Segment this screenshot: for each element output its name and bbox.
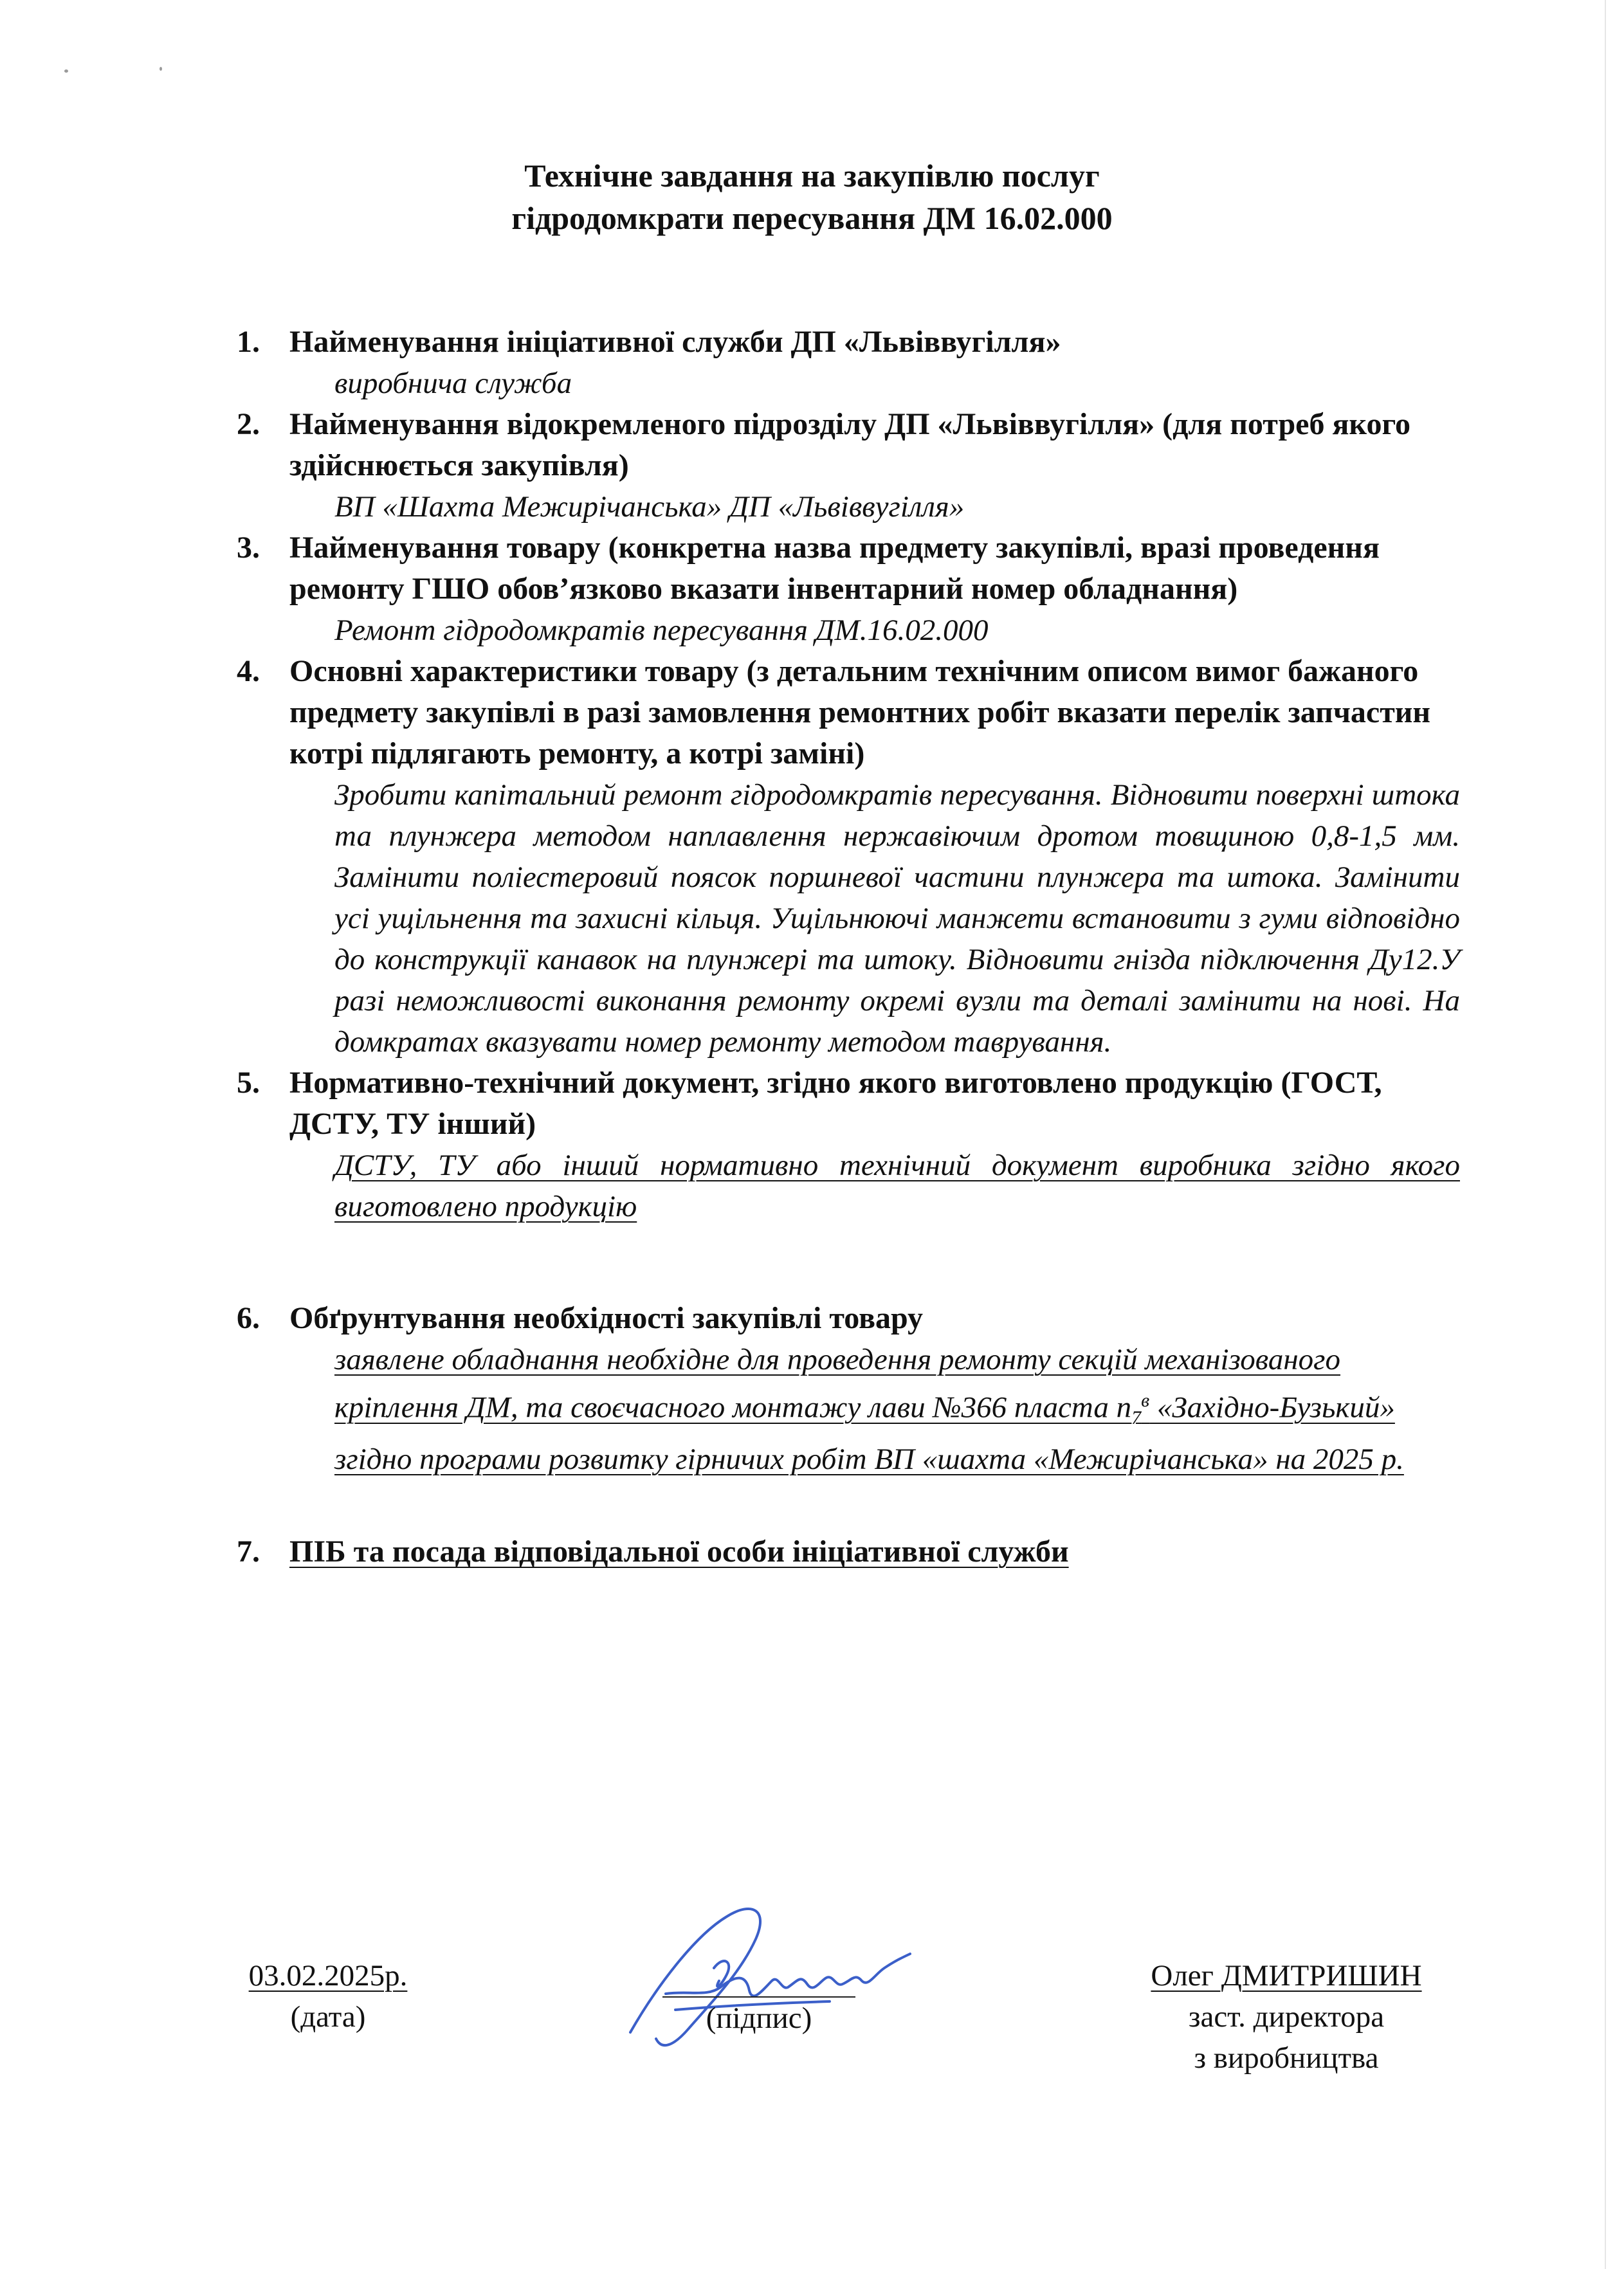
- scan-speck: [160, 67, 162, 71]
- date-value: 03.02.2025р.: [248, 1959, 408, 1992]
- scan-speck: [64, 69, 68, 73]
- section-number: 5.: [237, 1066, 260, 1100]
- date-block: [219, 1955, 437, 2037]
- section-4: [232, 651, 1466, 1062]
- section-number: 6.: [237, 1301, 260, 1335]
- sections-list: [232, 322, 1466, 1572]
- signature-line: [662, 1955, 855, 1998]
- section-value-part-b: «Західно-Бузький» згідно програми розвитку гірничих робіт ВП «шахта «Межирічанська» на 2025 р.: [334, 1390, 1404, 1477]
- section-value: Зробити капітальний ремонт гідродомкратів пересування. Відновити поверхні штока та плунжера методом наплавлення нержавіючим дротом товщиною 0,8-1,5 мм. Замінити поліестеровий поясок поршневої частини плунжера та штока. Замінити усі ущільнення та захисні кільця. Ущільнюючі манжети встановити з гуми відповідно до конструкції канавок на плунжері та штоку. Відновити гнізда підключення Ду12.У разі неможливості виконання ремонту окремі вузли та деталі замінити на нові. На домкратах вказувати номер ремонту методом таврування.: [334, 778, 1460, 1059]
- section-3: [232, 527, 1466, 651]
- section-5: [232, 1062, 1466, 1227]
- section-6: [232, 1298, 1466, 1480]
- section-heading: Нормативно-технічний документ, згідно якого виготовлено продукцію (ГОСТ, ДСТУ, ТУ інший): [289, 1066, 1382, 1141]
- section-value-part-a: заявлене обладнання необхідне для проведення ремонту секцій механізованого кріплення ДМ, та своєчасного монтажу лави №366 пласта n: [334, 1343, 1341, 1425]
- section-heading: Найменування ініціативної служби ДП «Львіввугілля»: [289, 325, 1061, 359]
- signature-block: [617, 1955, 900, 2039]
- section-number: 2.: [237, 407, 260, 441]
- section-heading: Найменування товару (конкретна назва предмету закупівлі, вразі проведення ремонту ГШО обов’язково вказати інвентарний номер обладнання): [289, 531, 1380, 606]
- section-number: 7.: [237, 1535, 260, 1569]
- signer-name: Олег ДМИТРИШИН: [1151, 1959, 1422, 1992]
- section-heading: Основні характеристики товару (з детальним технічним описом вимог бажаного предмету закупівлі в разі замовлення ремонтних робіт вказати перелік запчастин котрі підлягають ремонту, а котрі заміні): [289, 654, 1431, 770]
- section-1: [232, 322, 1466, 404]
- section-heading: Обґрунтування необхідності закупівлі товару: [289, 1301, 924, 1335]
- section-number: 4.: [237, 654, 260, 688]
- section-number: 1.: [237, 325, 260, 359]
- title-line-1: Технічне завдання на закупівлю послуг: [524, 158, 1100, 194]
- section-heading: ПІБ та посада відповідальної особи ініціативної служби: [289, 1535, 1069, 1569]
- section-value: виробнича служба: [334, 367, 572, 400]
- section-value: ДСТУ, ТУ або інший нормативно технічний документ виробника згідно якого виготовлено продукцію: [334, 1149, 1460, 1223]
- section-heading: Найменування відокремленого підрозділу ДП «Львіввугілля» (для потреб якого здійснюється закупівля): [289, 407, 1411, 482]
- scan-edge: [1605, 0, 1606, 2269]
- section-number: 3.: [237, 531, 260, 565]
- section-value: Ремонт гідродомкратів пересування ДМ.16.02.000: [334, 614, 989, 647]
- signature-row: [0, 1955, 1624, 2122]
- date-label: (дата): [290, 2000, 366, 2034]
- signer-block: [1093, 1955, 1479, 2079]
- section-value-subscript: 7: [1131, 1407, 1142, 1429]
- signer-position-line-2: з виробництва: [1194, 2041, 1379, 2075]
- section-value-superscript: в: [1141, 1390, 1150, 1411]
- section-value: [289, 1339, 1466, 1480]
- document-title: [0, 154, 1624, 239]
- title-line-2: гідродомкрати пересування ДМ 16.02.000: [511, 200, 1113, 236]
- signer-position-line-1: заст. директора: [1188, 2000, 1385, 2034]
- section-7: [232, 1531, 1466, 1572]
- section-2: [232, 404, 1466, 527]
- signature-label: (підпис): [706, 2001, 812, 2035]
- section-value: ВП «Шахта Межирічанська» ДП «Львіввугілля»: [334, 490, 965, 524]
